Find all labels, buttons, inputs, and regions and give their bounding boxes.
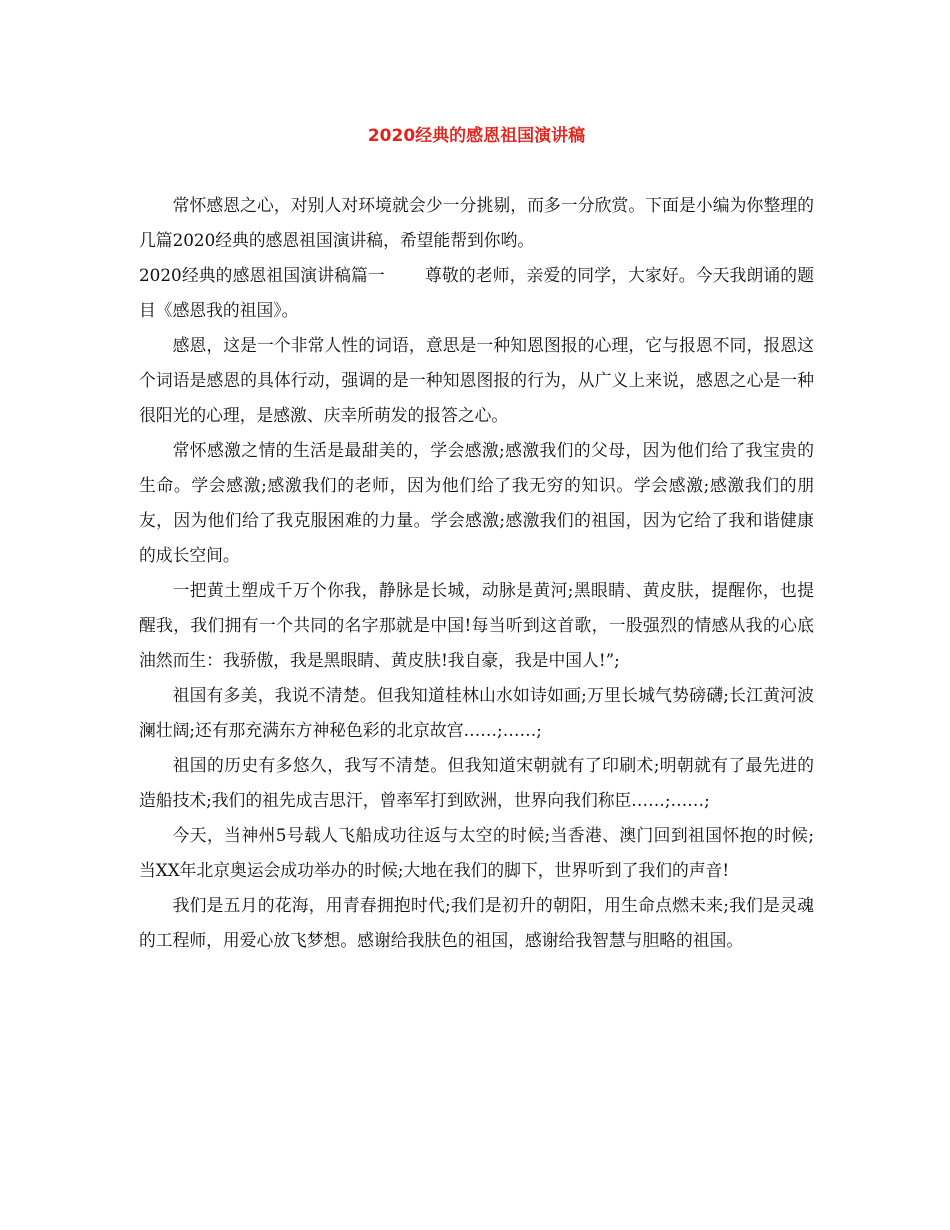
section-heading: 2020经典的感恩祖国演讲稿篇一 (139, 265, 385, 285)
body-paragraph: 今天，当神州5号载人飞船成功往返与太空的时候;当香港、澳门回到祖国怀抱的时候;当XX年北京奥运会成功举办的时候;大地在我们的脚下，世界听到了我们的声音! (139, 825, 814, 880)
body-paragraph: 一把黄土塑成千万个你我，静脉是长城，动脉是黄河;黑眼睛、黄皮肤，提醒你，也提醒我，我们拥有一个共同的名字那就是中国!每当听到这首歌，一股强烈的情感从我的心底油然而生：我骄傲，我是黑眼睛、黄皮肤!我自豪，我是中国人!”; (139, 580, 814, 670)
document-body (139, 188, 814, 958)
body-paragraph: 祖国有多美，我说不清楚。但我知道桂林山水如诗如画;万里长城气势磅礴;长江黄河波澜壮阔;还有那充满东方神秘色彩的北京故宫……;……; (139, 685, 814, 740)
section-opening: 尊敬的老师，亲爱的同学，大家好。今天我朗诵的题目《感恩我的祖国》。 (139, 265, 814, 320)
body-paragraph: 感恩，这是一个非常人性的词语，意思是一种知恩图报的心理，它与报恩不同，报恩这个词语是感恩的具体行动，强调的是一种知恩图报的行为，从广义上来说，感恩之心是一种很阳光的心理，是感激、庆幸所萌发的报答之心。 (139, 335, 814, 425)
body-paragraph: 我们是五月的花海，用青春拥抱时代;我们是初升的朝阳，用生命点燃未来;我们是灵魂的工程师，用爱心放飞梦想。感谢给我肤色的祖国，感谢给我智慧与胆略的祖国。 (139, 895, 814, 950)
body-paragraph: 常怀感激之情的生活是最甜美的，学会感激;感激我们的父母，因为他们给了我宝贵的生命。学会感激;感激我们的老师，因为他们给了我无穷的知识。学会感激;感激我们的朋友，因为他们给了我克服困难的力量。学会感激;感激我们的祖国，因为它给了我和谐健康的成长空间。 (139, 440, 814, 565)
body-paragraph: 祖国的历史有多悠久，我写不清楚。但我知道宋朝就有了印刷术;明朝就有了最先进的造船技术;我们的祖先成吉思汗，曾率军打到欧洲，世界向我们称臣……;……; (139, 755, 814, 810)
section-heading-line (139, 258, 814, 328)
document-page (139, 0, 814, 1230)
intro-paragraph: 常怀感恩之心，对别人对环境就会少一分挑剔，而多一分欣赏。下面是小编为你整理的几篇2020经典的感恩祖国演讲稿，希望能帮到你哟。 (139, 195, 814, 250)
document-title: 2020经典的感恩祖国演讲稿 (367, 126, 586, 146)
